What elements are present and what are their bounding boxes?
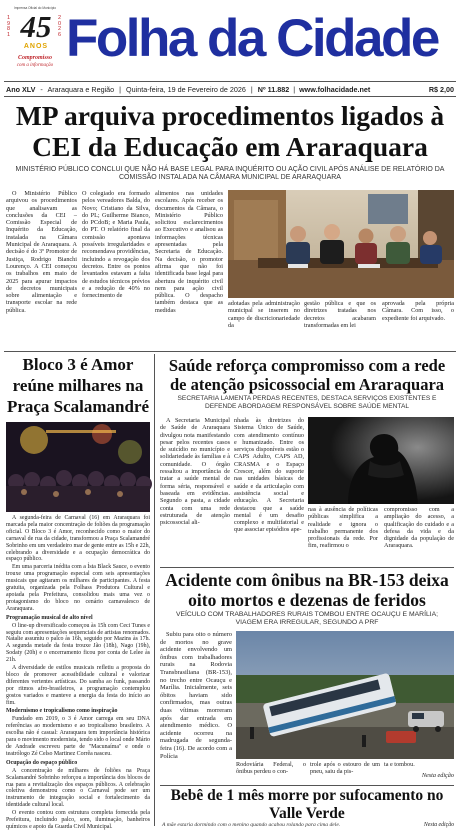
acidente-under-1 [236,761,306,783]
carnaval-photo [6,422,150,512]
acidente-headline[interactable]: Acidente com ônibus na BR-153 deixa oito mortos e dezenas de feridos [165,570,449,610]
region-text: Araraquara e Região [47,85,115,94]
date-text: Quinta-feira, 19 de Fevereiro de 2026 [126,85,246,94]
lead-col1-text: O Ministério Público arquivou os procedimentos que analisavam as conclusões da CEI – Comissão Especial de Inquérito da Educação, instalada na Câmara Municipal de Araraquara. A decisão é do 3º Promotor de Justiça, Rodrigo Bianchi Lourenço. A CEI começou os trabalhos em maio de 2025 para apurar impactos de decretos municipais sobre alimentação e transporte escolar na rede pública. [6,190,77,314]
issue-number: Nº 11.882 [257,85,290,94]
lead-col3-text: alimentos nas unidades escolares. Após receber os documentos da Câmara, o Ministério Público solicitou esclarecimentos ao Executivo e analisou as informações técnicas apresentadas pela Secretaria de Educação. Na decisão, o promotor afirma que não foi identificada base legal para abertura de inquérito civil nem para ação civil pública. O despacho também destaca que as medidas [155,190,223,314]
acidente-under-3-text: ta e tombou. [384,761,415,768]
carnaval-p3: O line-up diversificado começou às 15h com Ceci Tunes e seguiu com apresentações sequenciais de artistas renomados. Natalie assumiu o palco às 16h, seguido por Mazins às 17h. A segunda metade da festa trouxe Jão (18h), Nago (19h), Sodaty (20h) e o encerramento ficou por conta de Lelee às 21h. [6,622,150,664]
anniversary-badge [6,6,64,72]
saude-photo [308,417,454,504]
saude-headline[interactable]: Saúde reforça compromisso com a rede de atenção psicossocial em Araraquara [168,356,446,394]
meeting-photo [228,190,454,298]
acidente-under-3 [384,761,454,771]
carnaval-p4: A diversidade de estilos musicais refletiu a proposta do bloco de promover acessibilidade cultural e valorizar diferentes vertentes artísticas. Do samba ao funk, passando por ritmos afro-brasileiros, a programação contemplou gostos variados e manteve a energia da festa do início ao fim. [6,665,150,706]
acidente-photo [236,631,454,759]
saude-column-2 [234,417,304,557]
carnaval-p2: Em uma parceria inédita com a Ísta Black Sauce, o evento trouxe uma programação especial com seis apresentações musicais que agitaram os milhares de participantes. A festa gratuita, organizada pela Folhass Produtora Cultural e apoiada pela Prefeitura, consolidou mais uma vez o protagonismo do bloco no cenário carnavalesco de Araraquara. [6,564,150,612]
badge-number: 45 [20,9,52,44]
lead-under-2 [304,300,376,350]
lead-headline[interactable]: MP arquiva procedimentos ligados à CEI da Educação em Araraquara [15,100,445,162]
saude-column-3 [308,506,378,566]
info-bar: Ano XLV - Araraquara e Região | Quinta-feira, 19 de Fevereiro de 2026 | Nº 11.882 | www.folhacidade.net R$ 2,00 [6,85,454,94]
saude-column-1 [160,417,230,557]
lead-column-2 [82,190,150,348]
carnaval-sub3: Ocupação do espaço público [6,759,78,766]
carnaval-p7: O evento contou com estrutura completa fornecida pela Prefeitura, incluindo palco, som, iluminação, banheiros químicos e apoio da Guarda Civil Municipal. [6,810,150,830]
carnaval-text [6,515,150,830]
website-link[interactable]: www.folhacidade.net [299,85,371,94]
badge-number-word: ANOS [23,43,49,50]
lead-under-3-text: aprovada pela própria Câmara. Com isso, o expediente foi arquivado. [382,300,454,322]
bebe-headline[interactable]: Bebê de 1 mês morre por sufocamento no Valle Verde [170,787,444,822]
lead-column-3 [155,190,223,348]
edition-text: Ano XLV [6,85,36,94]
bus-crash-photo [236,631,454,759]
saude-deck: SECRETARIA LAMENTA PERDAS RECENTES, DESTACA SERVIÇOS EXISTENTES E DEFENDE ABORDAGEM RESPONSÁVEL SOBRE SAÚDE MENTAL [177,395,437,410]
acidente-deck: VEÍCULO COM TRABALHADORES RURAIS TOMBOU ENTRE OCAUÇU E MARÍLIA; VIAGEM ERA IRREGULAR, SEGUNDO A PRF [175,611,439,626]
acidente-more-link[interactable]: Nesta edição [421,772,454,779]
crowd-photo [6,422,150,512]
lead-deck: MINISTÉRIO PÚBLICO CONCLUI QUE NÃO HÁ BASE LEGAL PARA INQUÉRITO OU AÇÃO CIVIL APÓS ANÁLISE DE RELATÓRIO DA COMISSÃO INSTALADA NA CÂMARA MUNICIPAL DE ARARAQUARA [15,166,445,182]
badge-tagline-2: com a informação [16,63,54,68]
saude-column-4 [384,506,454,566]
saude-col2-text: nhada às diretrizes do Sistema Único de Saúde, com atendimento contínuo e humanizado. Entre os serviços disponíveis estão o CAPS Adulto, CAPS AD, CRASMA e o Espaço Crescer, além do suporte nas unidades básicas de saúde e da articulação com assistência social e educação. A Secretaria destacou que a saúde mental é um desafio complexo e multifatorial e que associar episódios ape- [234,417,304,534]
sad-person-photo [308,417,454,504]
carnaval-headline[interactable]: Bloco 3 é Amor reúne milhares na Praça Scalamandré [6,355,150,416]
acidente-under-2-text: trole após o estouro de um pneu, saiu da pis- [310,761,380,776]
badge-tagline-1: Compromisso [17,55,52,61]
acidente-col1-text: Subiu para oito o número de mortos no grave acidente envolvendo um ônibus com trabalhadores rurais na Rodovia Transbrasiliana (BR-153), no trecho entre Ocauçu e Marília. Inicialmente, seis óbitos haviam sido confirmados, mas outras duas vítimas morreram após dar entrada em atendimento médico. O acidente ocorreu na madrugada de segunda-feira (16). De acordo com a Polícia [160,631,232,760]
lead-under-1-text: adotadas pela administração municipal se inserem no campo de discricionariedade da [228,300,300,329]
bebe-deck: A mãe estaria dormindo com o menino quando acabou rolando para cima dele. [162,822,341,828]
lead-under-3 [382,300,454,350]
lead-photo [228,190,454,298]
badge-year-start: 1981 [7,15,11,38]
saude-col4-text: compromisso com a ampliação do acesso, a qualificação do cuidado e a defesa da vida e da dignidade da população de Araraquara. [384,506,454,550]
lead-under-2-text: gestão pública e que os diretrizes tratadas nos decretos acabaram transformadas em lei [304,300,376,329]
carnaval-sub1: Programação musical de alto nível [6,614,93,621]
lead-column-1 [6,190,77,348]
acidente-under-2 [310,761,380,783]
saude-col3-text: nas à ausência de políticas públicas simplifica a realidade e ignora o trabalho permanente dos profissionais da rede. Por fim, reafirmou o [308,506,378,550]
carnaval-sub2: Modernismo e tropicalismo como inspiração [6,708,118,715]
saude-col1-text: A Secretaria Municipal de Saúde de Araraquara divulgou nota manifestando pesar pelos recentes casos de suicídio no município e solidariedade às famílias e à comunidade. O órgão ressaltou a importância de tratar a saúde mental de forma séria, responsável e baseada em evidências. Segundo a pasta, a cidade conta com uma rede estruturada de atenção psicossocial ali- [160,417,230,527]
badge-year-end: 2026 [58,15,62,38]
masthead [0,0,460,80]
carnaval-p6: A concentração de milhares de foliões na Praça Scalamandré Sobrinho reforçou a importância dos blocos de rua para a revitalização dos espaços públicos. A celebração coletiva demonstrou como o Carnaval pode ser um instrumento de integração social e fortalecimento da identidade cultural local. [6,767,150,809]
lead-col2-text: O colegiado era formado pelos vereadores Balda, do Novo; Cristiano da Silva, do PL; Guilherme Bianco, do PCdoB; e Maria Paula, do PT. O relatório final da comissão apontava possíveis irregularidades e recomendava providências, incluindo a revogação dos decretos. Entre os pontos levantados estavam a falta de estudos técnicos prévios e a redução de 40% no fornecimento de [82,190,150,300]
newspaper-title: Folha da Cidade [66,9,438,68]
price-text: R$ 2,00 [428,85,454,94]
lead-under-1 [228,300,300,350]
carnaval-p1: A segunda-feira de Carnaval (16) em Araraquara foi marcada pela maior concentração de foliões da programação oficial. O Bloco 3 é Amor, reconhecido como o maior do carnaval de rua da cidade, transformou a Praça Scalamandré Sobrinho em um verdadeiro mar de gente entre as 15h e 22h, celebrando a diversidade e a ocupação democrática do espaço público. [6,515,150,563]
badge-top-text: Imprensa Oficial do Município [14,6,56,10]
acidente-under-1-text: Rodoviária Federal, o ônibus perdeu o con- [236,761,306,776]
bebe-more-link[interactable]: Nesta edição [423,822,454,828]
acidente-column-1 [160,631,232,761]
carnaval-p5: Fundado em 2019, o 3 é Amor carrega em seu DNA referências ao modernismo e ao tropicalismo brasileiro. A escolha não é casual: Araraquara tem importância histórica para o movimento modernista, tendo sido o local onde Mário de Andrade escreveu parte de "Macunaíma" e onde o teatrólogo Zé Celso Martinez Corrêa nasceu. [6,716,150,757]
